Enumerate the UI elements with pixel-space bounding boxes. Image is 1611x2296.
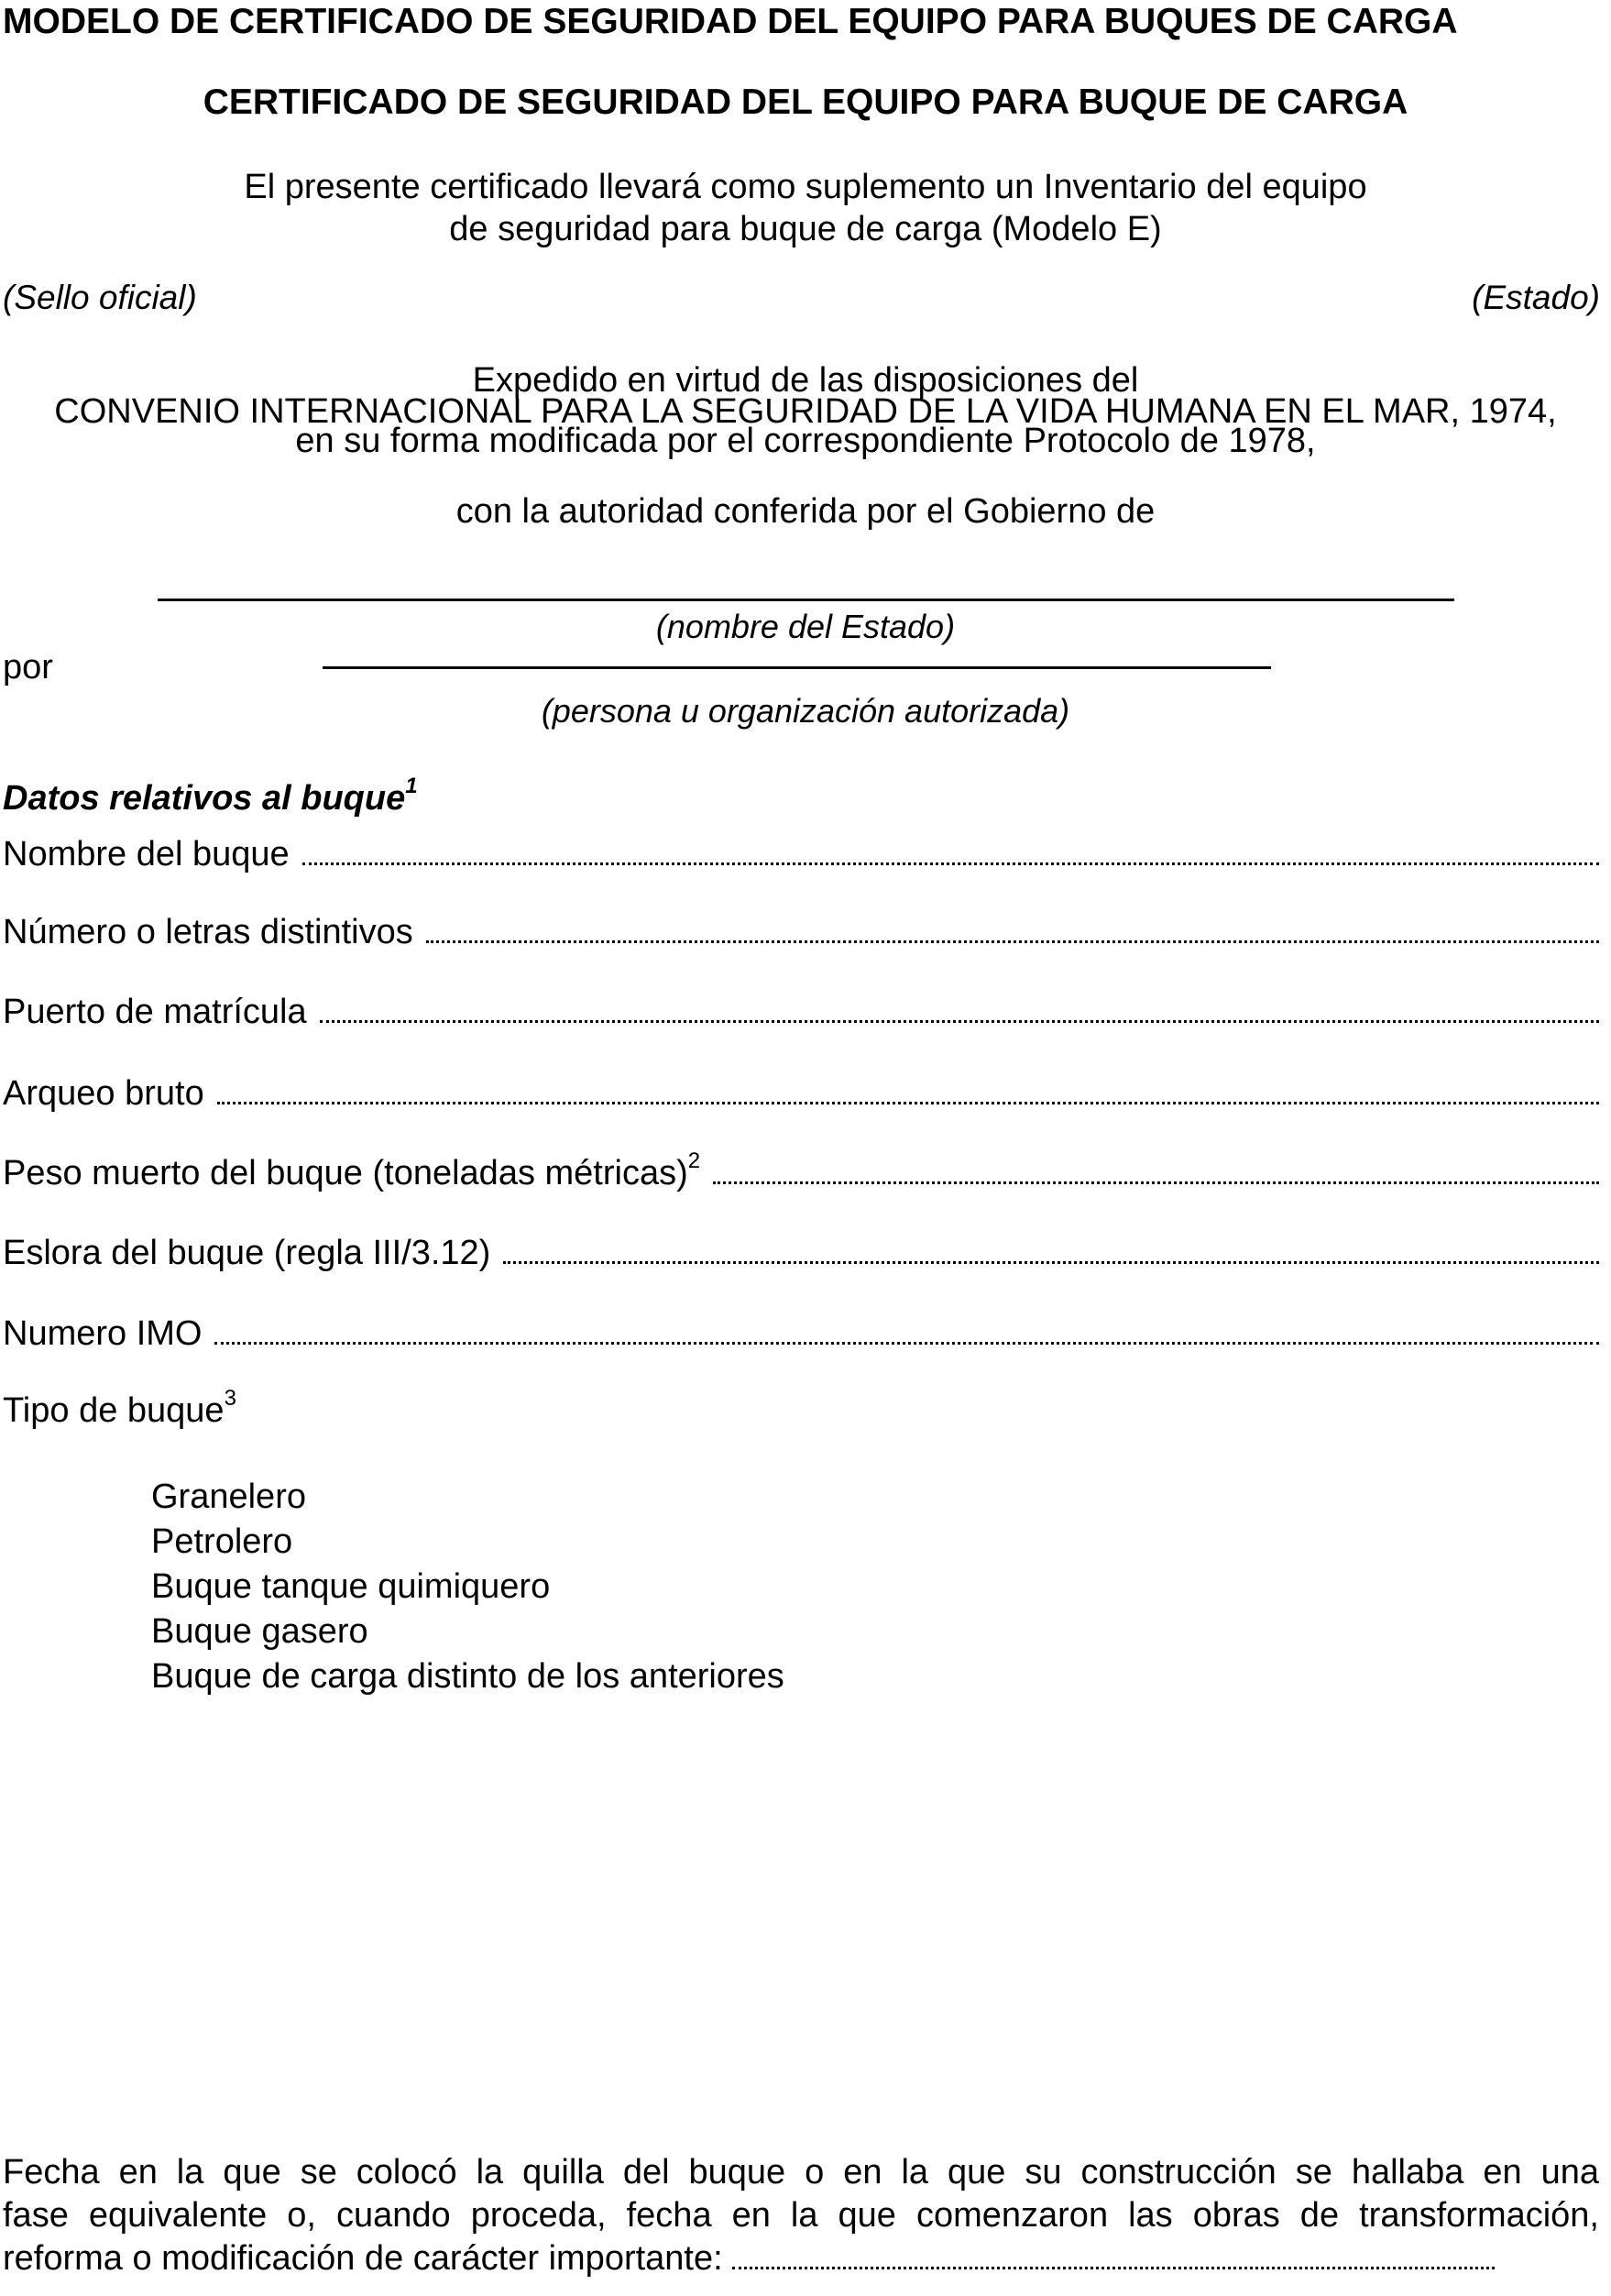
footnote-marker: 1 xyxy=(405,774,418,798)
field-label: Arqueo bruto xyxy=(3,1074,204,1113)
fill-line[interactable] xyxy=(732,2245,1495,2269)
supplement-line-2: de seguridad para buque de carga (Modelo E) xyxy=(449,210,1162,248)
certificate-title: CERTIFICADO DE SEGURIDAD DEL EQUIPO PARA BUQUE DE CARGA xyxy=(203,82,1408,122)
seal-label: (Sello oficial) xyxy=(3,279,197,316)
person-signature-line xyxy=(323,666,1271,669)
ship-type-label xyxy=(3,1386,236,1431)
ship-type-label-text: Tipo de buque xyxy=(3,1391,225,1430)
fill-line[interactable] xyxy=(320,998,1599,1023)
keel-paragraph xyxy=(3,2151,1599,2280)
issued-line-2: CONVENIO INTERNACIONAL PARA LA SEGURIDAD DE LA VIDA HUMANA EN EL MAR, 1974, xyxy=(54,392,1557,431)
fill-line[interactable] xyxy=(426,918,1599,943)
fill-line[interactable] xyxy=(503,1239,1599,1264)
field-imo-number[interactable] xyxy=(3,1314,1599,1354)
field-distinctive-number[interactable] xyxy=(3,913,1599,952)
keel-line-3 xyxy=(3,2237,1599,2280)
field-port-of-registry[interactable] xyxy=(3,993,1599,1032)
field-label: Numero IMO xyxy=(3,1314,203,1353)
field-label xyxy=(3,1148,701,1193)
issued-line-3: en su forma modificada por el correspondiente Protocolo de 1978, xyxy=(295,422,1316,460)
field-ship-length[interactable] xyxy=(3,1234,1599,1273)
ship-type-options xyxy=(151,1475,784,1699)
por-label: por xyxy=(3,648,53,687)
ship-type-option-oil-tanker[interactable]: Petrolero xyxy=(151,1522,293,1561)
keel-line-3-text: reforma o modificación de carácter importante: xyxy=(3,2239,723,2278)
state-label: (Estado) xyxy=(1472,279,1600,316)
keel-line-2: fase equivalente o, cuando proceda, fecha en la que comenzaron las obras de transformación, xyxy=(3,2196,1599,2235)
person-caption: (persona u organización autorizada) xyxy=(541,692,1070,730)
state-name-signature-line xyxy=(158,599,1454,601)
ship-data-heading xyxy=(3,774,418,818)
supplement-line-1: El presente certificado llevará como suplemento un Inventario del equipo xyxy=(244,168,1367,206)
footnote-marker: 2 xyxy=(687,1148,701,1173)
keel-line-1: Fecha en la que se colocó la quilla del buque o en la que su construcción se hallaba en una xyxy=(3,2153,1599,2192)
authority-line: con la autoridad conferida por el Gobierno de xyxy=(455,492,1156,531)
main-title: MODELO DE CERTIFICADO DE SEGURIDAD DEL EQUIPO PARA BUQUES DE CARGA xyxy=(3,2,1458,41)
issued-line-1: Expedido en virtud de las disposiciones del xyxy=(472,361,1139,400)
field-label: Nombre del buque xyxy=(3,835,290,873)
ship-data-heading-text: Datos relativos al buque xyxy=(3,779,406,818)
field-gross-tonnage[interactable] xyxy=(3,1074,1599,1114)
ship-type-option-other-cargo[interactable]: Buque de carga distinto de los anteriores xyxy=(151,1657,784,1696)
ship-type-option-bulk-carrier[interactable]: Granelero xyxy=(151,1478,306,1516)
field-label: Eslora del buque (regla III/3.12) xyxy=(3,1234,491,1272)
field-label-text: Peso muerto del buque (toneladas métricas) xyxy=(3,1154,688,1192)
ship-type-option-gas-carrier[interactable]: Buque gasero xyxy=(151,1612,368,1651)
field-deadweight[interactable] xyxy=(3,1148,1599,1193)
state-name-caption: (nombre del Estado) xyxy=(655,608,956,645)
fill-line[interactable] xyxy=(214,1320,1599,1345)
footnote-marker: 3 xyxy=(224,1386,236,1411)
field-ship-name[interactable] xyxy=(3,835,1599,874)
fill-line[interactable] xyxy=(217,1080,1599,1104)
fill-line[interactable] xyxy=(302,840,1599,865)
field-label: Número o letras distintivos xyxy=(3,913,413,951)
fill-line[interactable] xyxy=(713,1159,1599,1184)
field-label: Puerto de matrícula xyxy=(3,993,307,1031)
ship-type-option-chemical-tanker[interactable]: Buque tanque quimiquero xyxy=(151,1567,551,1606)
